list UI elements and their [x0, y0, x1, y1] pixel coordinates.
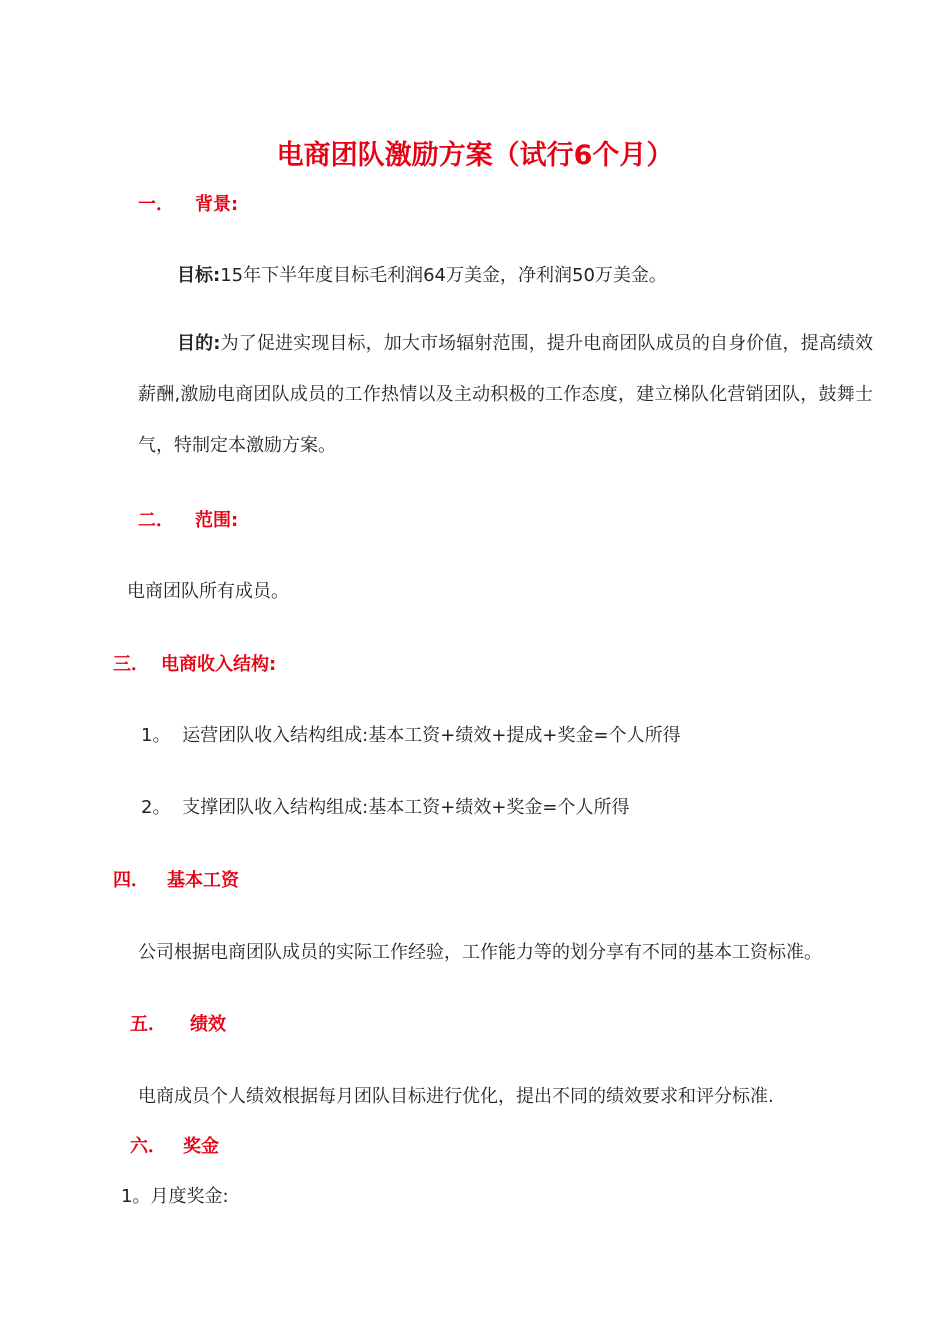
list-item-number: 1。	[141, 725, 171, 746]
section-label: 奖金	[183, 1136, 219, 1157]
section-label: 绩效	[190, 1014, 226, 1035]
list-item-number: 2。	[141, 797, 171, 818]
section-label: 范围:	[195, 510, 239, 531]
section-number: 六．	[130, 1136, 166, 1157]
section-label: 背景:	[195, 194, 239, 215]
section-label: 基本工资	[167, 870, 239, 891]
section-number: 四．	[113, 870, 149, 891]
section-number: 二．	[138, 510, 174, 531]
section-number: 一．	[138, 194, 174, 215]
goal-text: 15年下半年度目标毛利润64万美金，净利润50万美金。	[220, 265, 667, 286]
performance-text: 电商成员个人绩效根据每月团队目标进行优化，提出不同的绩效要求和评分标准.	[138, 1086, 774, 1107]
purpose-paragraph	[138, 318, 873, 471]
list-item-text: 运营团队收入结构组成:基本工资+绩效+提成+奖金=个人所得	[182, 725, 681, 746]
purpose-label: 目的:	[177, 333, 221, 354]
goal-paragraph	[177, 261, 667, 287]
purpose-text: 为了促进实现目标，加大市场辐射范围，提升电商团队成员的自身价值，提高绩效薪酬,激励电商团队成员的工作热情以及主动积极的工作态度，建立梯队化营销团队，鼓舞士气，特制定本激励方案。	[138, 333, 873, 456]
list-item	[141, 793, 630, 819]
list-item	[141, 721, 681, 747]
goal-label: 目标:	[177, 265, 221, 286]
document-title: 电商团队激励方案（试行6个月）	[276, 140, 674, 171]
section-number: 三．	[113, 654, 149, 675]
section-number: 五．	[130, 1014, 166, 1035]
bonus-item: 1。月度奖金:	[121, 1186, 229, 1207]
scope-text: 电商团队所有成员。	[127, 581, 289, 602]
salary-text: 公司根据电商团队成员的实际工作经验，工作能力等的划分享有不同的基本工资标准。	[138, 942, 822, 963]
section-label: 电商收入结构:	[161, 654, 277, 675]
list-item-text: 支撑团队收入结构组成:基本工资+绩效+奖金=个人所得	[182, 797, 630, 818]
